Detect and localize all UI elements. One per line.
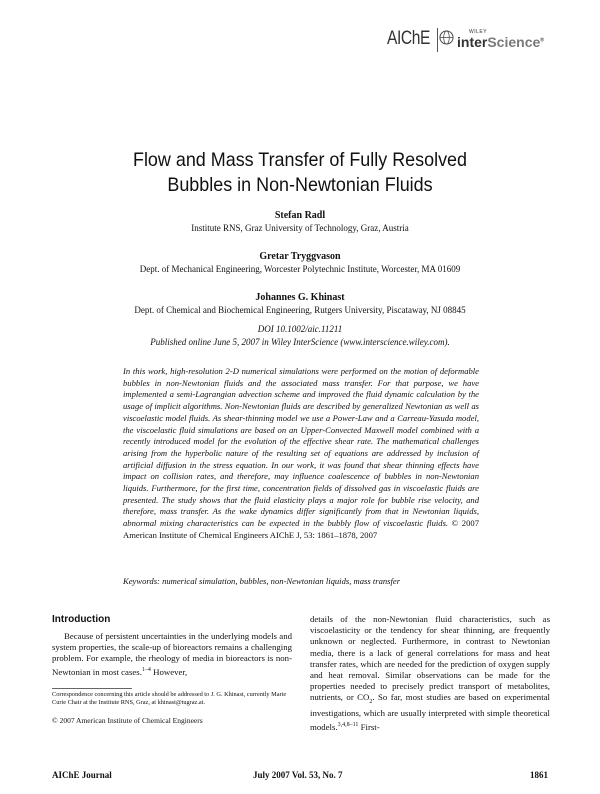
published-online: Published online June 5, 2007 in Wiley InterScience (www.interscience.wiley.com). bbox=[150, 337, 450, 347]
title-line-2: Bubbles in Non-Newtonian Fluids bbox=[167, 174, 433, 196]
copyright-notice: © 2007 American Institute of Chemical Engineers bbox=[52, 716, 203, 725]
author-affiliation: Dept. of Mechanical Engineering, Worcester Polytechnic Institute, Worcester, MA 01609 bbox=[139, 264, 461, 274]
interscience-logo: interScience® bbox=[457, 34, 544, 50]
aiche-logo: AIChE bbox=[387, 28, 430, 49]
footer-issue: July 2007 Vol. 53, No. 7 bbox=[253, 770, 343, 780]
body-column-right: details of the non-Newtonian fluid characteristics, such as viscoelasticity or the tendency for shear thinning, are frequently unknown or neglected. Furthermore, in contrast to Newtonian media, there is a lack of general correlations for mass and heat transfer rates, which are needed for the prediction of oxygen supply and heat removal. Similar observations can be made for the properties needed to precisely predict transport of metabolites, nutrients, or $CO_2$. So far, most studies are based on experimental investigations, which are usually interpreted with simple theoretical models.$^{3,4,8-11}$ First- bbox=[310, 614, 550, 732]
page-number: 1861 bbox=[530, 770, 548, 780]
logo-divider bbox=[437, 28, 438, 52]
author-name: Gretar Tryggvason bbox=[259, 251, 341, 262]
correspondence-footnote: Correspondence concerning this article should be addressed to J. G. Khinast, currently Marie Curie Chair at the Institute RNS, Graz, at khinast@tugraz.at. bbox=[52, 691, 287, 706]
abstract-text: In this work, high-resolution 2-D numerical simulations were performed on the motion of deformable bubbles in non-Newtonian fluids and the associated mass transfer. For that purpose, we have implemented a semi-Lagrangian advection scheme and improved the fluid dynamic calculation by the usage of implicit algorithms. Non-Newtonian fluids are described by generalized Newtonian as well as viscoelastic model fluids. As shear-thinning model we use a Power-Law and a Carreau-Yasuda model, the viscoelastic fluid simulations are based on an Upper-Convected Maxwell model combined with a recently introduced model for the evolution of the effective shear rate. The mathematical challenges arising from the hyperbolic nature of the resulting set of equations are addressed by inclusion of artificial diffusion in the stress equation. In our work, it was found that shear thinning effects have impact on collision rates, and therefore, may influence coalescence of bubbles in non-Newtonian liquids. Furthermore, for the first time, concentration fields of dissolved gas in viscoelastic fluids are presented. The study shows that the fluid elasticity plays a major role for bubble rise velocity, and therefore, mass transfer. As the wake dynamics differ significantly from that in Newtonian liquids, abnormal mixing characteristics can be expected in the bubbly flow of viscoelastic fluids. bbox=[123, 366, 479, 529]
keywords: Keywords: numerical simulation, bubbles, non-Newtonian liquids, mass transfer bbox=[123, 576, 401, 586]
abstract-copyright: © 2007 American Institute of Chemical Engineers AIChE J, 53: 1861–1878, 2007 bbox=[123, 518, 479, 540]
author-name: Stefan Radl bbox=[274, 210, 326, 221]
footer-journal: AIChE Journal bbox=[52, 770, 112, 780]
author-affiliation: Institute RNS, Graz University of Technology, Graz, Austria bbox=[191, 223, 409, 233]
author-affiliation: Dept. of Chemical and Biochemical Engineering, Rutgers University, Piscataway, NJ 08845 bbox=[134, 305, 466, 315]
doi: DOI 10.1002/aic.11211 bbox=[257, 324, 343, 334]
author-name: Johannes G. Khinast bbox=[255, 292, 345, 303]
wiley-label: WILEY bbox=[469, 29, 488, 35]
section-heading: Introduction bbox=[52, 614, 111, 625]
abstract bbox=[123, 366, 479, 542]
paper-title bbox=[24, 148, 576, 198]
title-line-1: Flow and Mass Transfer of Fully Resolved bbox=[132, 149, 468, 171]
footnote-rule bbox=[52, 688, 132, 689]
body-column-left: Because of persistent uncertainties in the underlying models and system properties, the scale-up of bioreactors remains a challenging problem. For example, the rheology of media in bioreactors is non-Newtonian in most cases.$^{1-4}$ However, bbox=[52, 631, 292, 677]
globe-icon bbox=[439, 30, 454, 45]
